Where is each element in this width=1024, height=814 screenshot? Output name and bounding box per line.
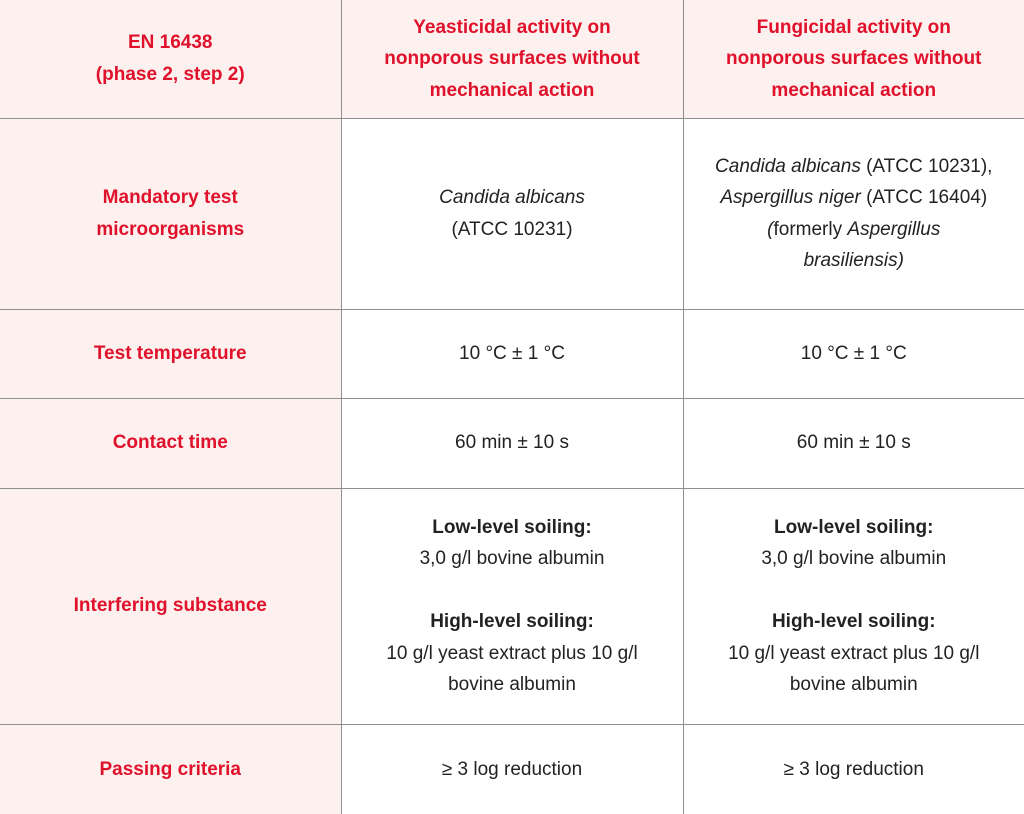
yeast-high-soiling-value-2: bovine albumin <box>448 674 576 695</box>
temperature-fungicidal: 10 °C ± 1 °C <box>683 309 1024 398</box>
organisms-fungicidal-cell <box>683 118 1024 309</box>
fungi-high-soiling-value-1: 10 g/l yeast extract plus 10 g/l <box>728 642 980 664</box>
organisms-label-line-1: Mandatory test <box>102 187 238 208</box>
fungi-high-soiling-value-2: bovine albumin <box>789 674 918 695</box>
interfering-substance-label: Interfering substance <box>0 488 341 724</box>
header-row <box>0 0 1024 118</box>
fungi-species-2: Aspergillus niger <box>720 187 861 208</box>
formerly-open-paren: ( <box>767 218 774 240</box>
passing-criteria-yeasticidal: ≥ 3 log reduction <box>341 724 683 814</box>
yeast-strain: (ATCC 10231) <box>451 218 573 240</box>
fungicidal-header-line-1: Fungicidal activity on <box>756 16 951 38</box>
yeasticidal-header-line-1: Yeasticidal activity on <box>413 16 611 38</box>
yeast-high-soiling-value-1: 10 g/l yeast extract plus 10 g/l <box>386 642 638 664</box>
passing-criteria-label: Passing criteria <box>0 724 341 814</box>
fungi-species-1: Candida albicans <box>715 155 861 177</box>
fungi-strain-2: (ATCC 16404) <box>860 187 988 208</box>
contact-time-label: Contact time <box>0 398 341 488</box>
yeasticidal-header-cell <box>341 0 683 118</box>
standard-phase: (phase 2, step 2) <box>95 63 245 85</box>
yeast-high-soiling-heading: High-level soiling: <box>430 611 594 632</box>
fungicidal-header-cell <box>683 0 1024 118</box>
interfering-yeasticidal-cell <box>341 488 683 724</box>
temperature-label: Test temperature <box>0 309 341 398</box>
formerly-species-a: Aspergillus <box>847 218 941 240</box>
organisms-label-line-2: microorganisms <box>96 218 245 240</box>
yeasticidal-header-line-2: nonporous surfaces without <box>384 48 640 69</box>
yeast-low-soiling-heading: Low-level soiling: <box>432 516 592 538</box>
fungicidal-header-line-2: nonporous surfaces without <box>726 48 982 69</box>
formerly-species-b: brasiliensis) <box>803 250 904 271</box>
passing-criteria-row <box>0 724 1024 814</box>
fungi-low-soiling-value: 3,0 g/l bovine albumin <box>761 548 947 569</box>
contact-time-yeasticidal: 60 min ± 10 s <box>341 398 683 488</box>
fungicidal-header-line-3: mechanical action <box>771 79 937 101</box>
organisms-yeasticidal-cell <box>341 118 683 309</box>
yeast-low-soiling-value: 3,0 g/l bovine albumin <box>419 548 605 569</box>
interfering-substance-row <box>0 488 1024 724</box>
temperature-yeasticidal: 10 °C ± 1 °C <box>341 309 683 398</box>
fungi-high-soiling-heading: High-level soiling: <box>771 611 936 632</box>
passing-criteria-fungicidal: ≥ 3 log reduction <box>683 724 1024 814</box>
organisms-row <box>0 118 1024 309</box>
standard-header-cell <box>0 0 341 118</box>
contact-time-row <box>0 398 1024 488</box>
organisms-label-cell <box>0 118 341 309</box>
formerly-word: formerly <box>773 218 848 240</box>
fungi-strain-1: (ATCC 10231), <box>860 155 993 177</box>
yeasticidal-header-line-3: mechanical action <box>429 79 595 101</box>
interfering-fungicidal-cell <box>683 488 1024 724</box>
yeast-species: Candida albicans <box>439 187 585 208</box>
temperature-row <box>0 309 1024 398</box>
fungi-low-soiling-heading: Low-level soiling: <box>774 516 934 538</box>
standard-name: EN 16438 <box>127 32 213 54</box>
contact-time-fungicidal: 60 min ± 10 s <box>683 398 1024 488</box>
